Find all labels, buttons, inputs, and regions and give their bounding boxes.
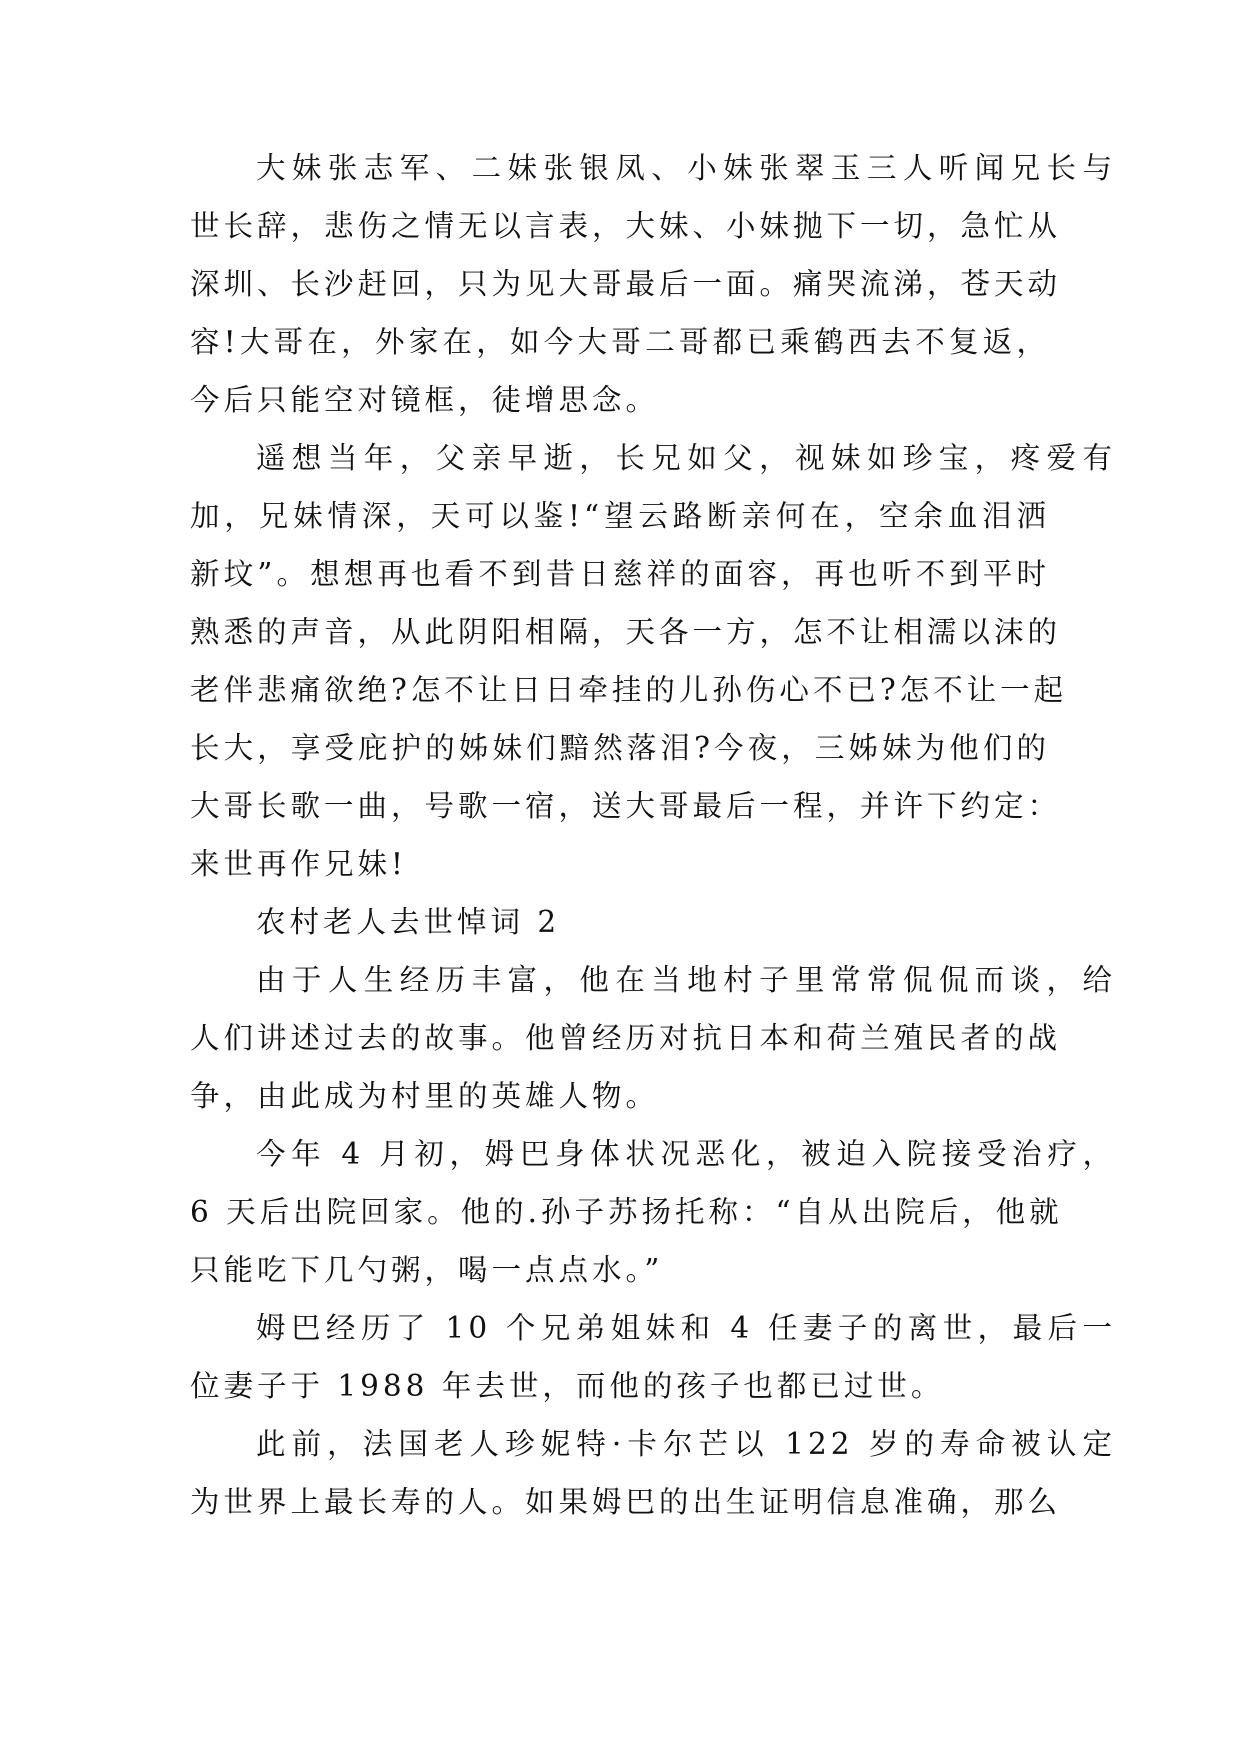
paragraph-line: 为世界上最长寿的人。如果姆巴的出生证明信息准确，那么 bbox=[190, 1485, 1062, 1519]
paragraph-line: 人们讲述过去的故事。他曾经历对抗日本和荷兰殖民者的战 bbox=[190, 1021, 1062, 1055]
paragraph-line: 此前，法国老人珍妮特·卡尔芒以 122 岁的寿命被认定 bbox=[256, 1427, 1116, 1461]
paragraph-line: 新坟”。想想再也看不到昔日慈祥的面容，再也听不到平时 bbox=[190, 557, 1050, 591]
paragraph-line: 争，由此成为村里的英雄人物。 bbox=[190, 1079, 660, 1113]
section-heading: 农村老人去世悼词 2 bbox=[256, 905, 561, 939]
paragraph-line: 大妹张志军、二妹张银凤、小妹张翠玉三人听闻兄长与 bbox=[256, 151, 1116, 185]
paragraph-line: 遥想当年，父亲早逝，长兄如父，视妹如珍宝，疼爱有 bbox=[256, 441, 1116, 475]
paragraph-line: 深圳、长沙赶回，只为见大哥最后一面。痛哭流涕，苍天动 bbox=[190, 267, 1062, 301]
paragraph-line: 由于人生经历丰富，他在当地村子里常常侃侃而谈，给 bbox=[256, 963, 1116, 997]
paragraph-line: 今后只能空对镜框，徒增思念。 bbox=[190, 383, 660, 417]
paragraph-line: 来世再作兄妹! bbox=[190, 847, 407, 881]
paragraph-line: 只能吃下几勺粥，喝一点点水。” bbox=[190, 1253, 664, 1287]
paragraph-line: 6 天后出院回家。他的.孙子苏扬托称：“自从出院后，他就 bbox=[190, 1195, 1063, 1229]
paragraph-line: 今年 4 月初，姆巴身体状况恶化，被迫入院接受治疗， bbox=[256, 1137, 1116, 1171]
paragraph-line: 姆巴经历了 10 个兄弟姐妹和 4 任妻子的离世，最后一 bbox=[256, 1311, 1116, 1345]
paragraph-line: 世长辞，悲伤之情无以言表，大妹、小妹抛下一切，急忙从 bbox=[190, 209, 1062, 243]
paragraph-line: 位妻子于 1988 年去世，而他的孩子也都已过世。 bbox=[190, 1369, 945, 1403]
paragraph-line: 老伴悲痛欲绝?怎不让日日牵挂的儿孙伤心不已?怎不让一起 bbox=[190, 673, 1068, 707]
paragraph-line: 熟悉的声音，从此阴阳相隔，天各一方，怎不让相濡以沫的 bbox=[190, 615, 1062, 649]
paragraph-line: 长大，享受庇护的姊妹们黯然落泪?今夜，三姊妹为他们的 bbox=[190, 731, 1050, 765]
paragraph-line: 加，兄妹情深，天可以鉴!“望云路断亲何在，空余血泪洒 bbox=[190, 499, 1050, 533]
paragraph-line: 容!大哥在，外家在，如今大哥二哥都已乘鹤西去不复返， bbox=[190, 325, 1050, 359]
paragraph-line: 大哥长歌一曲，号歌一宿，送大哥最后一程，并许下约定： bbox=[190, 789, 1062, 823]
